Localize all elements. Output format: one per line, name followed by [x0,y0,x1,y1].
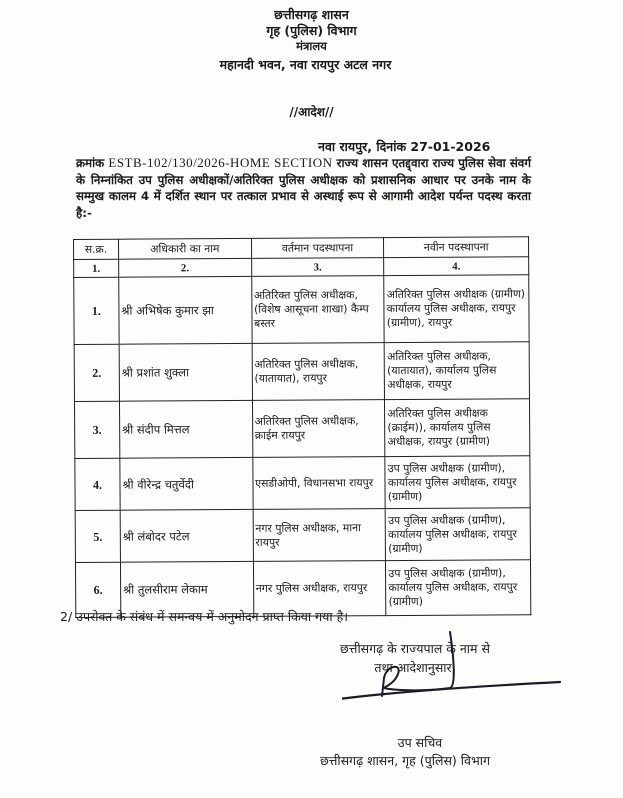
signature-icon [342,628,562,708]
officer-name: श्री संदीप मित्तल [119,400,252,458]
current-posting: अतिरिक्त पुलिस अधीक्षक, (यातायात), रायपुर [252,343,385,401]
new-posting: उप पुलिस अधीक्षक (ग्रामीण), कार्यालय पुलिस अधीक्षक, रायपुर (ग्रामीण) [386,560,531,616]
officer-name: श्री तुलसीराम लेकाम [120,561,253,617]
order-prefix: क्रमांक [76,156,105,170]
current-posting: एसडीओपी, विधानसभा रायपुर [252,457,385,510]
order-reference: ESTB-102/130/2026-HOME SECTION [108,155,333,170]
order-text: राज्य शासन एतद्द्वारा राज्य पुलिस सेवा संवर्ग के निम्नांकित उप पुलिस अधीक्षकों/अतिरिक्त पुलिस अधीक्षक को प्रशासनिक आधार पर उनके नाम के सम्मुख कालम 4 में दर्शित स्थान पर तत्काल प्रभाव से अस्थाई रूप से आगामी आदेश पर्यन्त पदस्थ करता है:- [76,156,532,220]
new-posting: उप पुलिस अधीक्षक (ग्रामीण), कार्यालय पुलिस अधीक्षक, रायपुर (ग्रामीण) [385,508,530,561]
officer-name: श्री वीरेन्द्र चतुर्वेदी [120,457,253,510]
order-body [76,155,531,221]
header-current-posting: वर्तमान पदस्थापना [251,238,384,259]
serial-number: 6. [75,562,120,617]
header-department: गृह (पुलिस) विभाग [266,23,357,38]
header-address: महानदी भवन, नवा रायपुर अटल नगर [219,57,392,72]
column-number: 4. [384,257,529,276]
approval-note: 2/ उपरोक्त के संबंध में समन्वय में अनुमोदन प्राप्त किया गया है। [60,609,349,624]
signatory-department: छत्तीसगढ़ शासन, गृह (पुलिस) विभाग [319,753,491,768]
table-header-row [74,237,529,260]
column-number: 1. [74,259,119,277]
current-posting: नगर पुलिस अधीक्षक, रायपुर [253,561,386,617]
header-government: छत्तीसगढ़ शासन [274,7,349,22]
header-serial: स.क्र. [74,239,119,259]
serial-number: 4. [75,458,120,510]
table-row [75,456,530,511]
signoff-line1: छत्तीसगढ़ के राज्यपाल के नाम से [340,641,490,656]
header-officer-name: अधिकारी का नाम [118,238,251,259]
new-posting: अतिरिक्त पुलिस अधीक्षक (ग्रामीण) कार्यालय पुलिस अधीक्षक, रायपुर (ग्रामीण), रायपुर [384,275,529,343]
serial-number: 1. [74,277,119,344]
signoff-line2: तथा आदेशानुसार, [374,660,456,675]
column-number: 3. [251,258,384,277]
signatory-designation: उप सचिव [397,735,443,750]
new-posting: अतिरिक्त पुलिस अधीक्षक (क्राईम)), कार्यालय पुलिस अधीक्षक, रायपुर (ग्रामीण) [385,399,530,457]
new-posting: अतिरिक्त पुलिस अधीक्षक, (यातायात), कार्यालय पुलिस अधीक्षक, रायपुर [384,342,529,400]
current-posting: अतिरिक्त पुलिस अधीक्षक, (विशेष आसूचना शाखा) कैम्प बस्तर [251,276,384,344]
officer-name: श्री प्रशांत शुक्ला [119,343,252,401]
table-row [74,342,529,402]
current-posting: नगर पुलिस अधीक्षक, माना रायपुर [253,509,386,562]
table-row [74,275,529,345]
header-ministry: मंत्रालय [296,39,327,53]
serial-number: 5. [75,510,120,562]
column-number: 2. [119,258,252,277]
header-new-posting: नवीन पदस्थापना [384,237,529,258]
officer-name: श्री लंबोदर पटेल [120,509,253,562]
posting-table [73,236,531,618]
serial-number: 2. [74,344,119,401]
new-posting: उप पुलिस अधीक्षक (ग्रामीण), कार्यालय पुलिस अधीक्षक, रायपुर (ग्रामीण) [385,456,530,509]
dateline: नवा रायपुर, दिनांक 27-01-2026 [318,139,491,154]
table-row [75,508,530,563]
serial-number: 3. [74,401,119,458]
current-posting: अतिरिक्त पुलिस अधीक्षक, क्राईम रायपुर [252,400,385,458]
officer-name: श्री अभिषेक कुमार झा [119,276,252,344]
order-title: //आदेश// [289,105,334,119]
table-row [74,399,529,459]
